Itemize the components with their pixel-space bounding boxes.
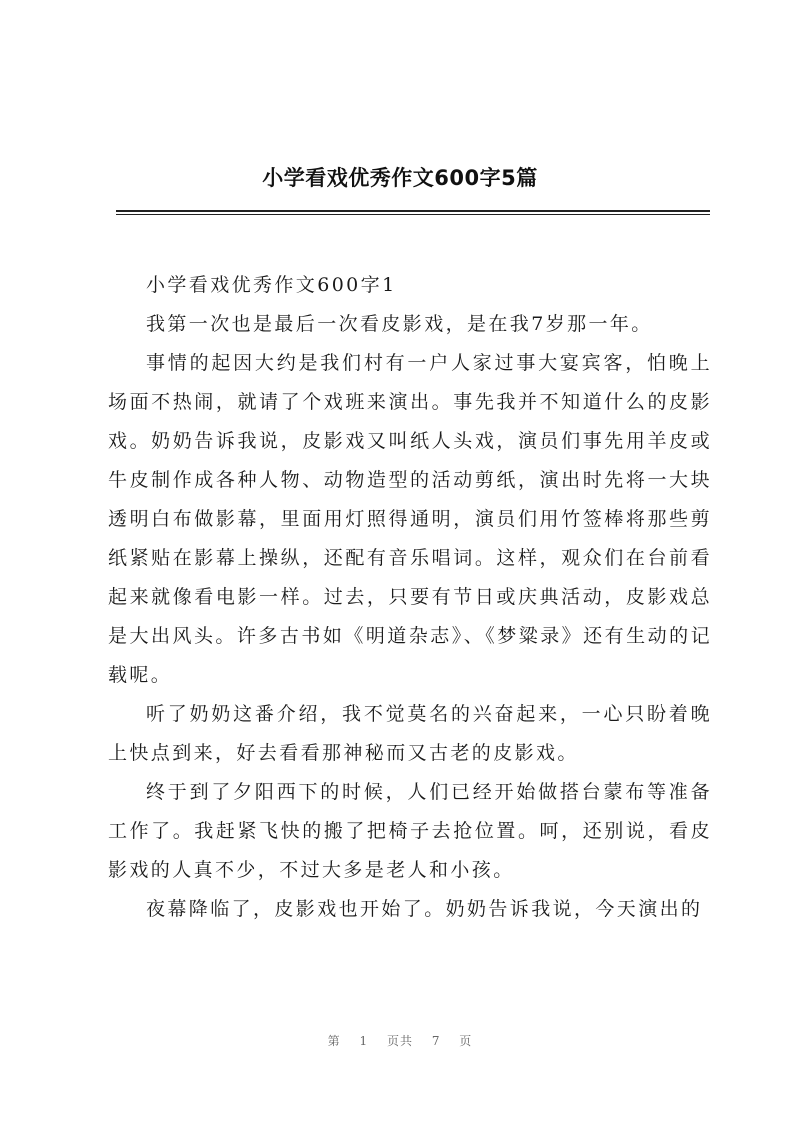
paragraph: 听了奶奶这番介绍，我不觉莫名的兴奋起来，一心只盼着晚上快点到来，好去看看那神秘而又古老的皮影戏。 [108, 703, 712, 764]
paragraph: 终于到了夕阳西下的时候，人们已经开始做搭台蒙布等准备工作了。我赶紧飞快的搬了把椅子去抢位置。呵，还别说，看皮影戏的人真不少，不过大多是老人和小孩。 [108, 781, 712, 881]
paragraph: 事情的起因大约是我们村有一户人家过事大宴宾客，怕晚上场面不热闹，就请了个戏班来演出。事先我并不知道什么的皮影戏。奶奶告诉我说，皮影戏又叫纸人头戏，演员们事先用羊皮或牛皮制作成各种人物、动物造型的活动剪纸，演出时先将一大块透明白布做影幕，里面用灯照得通明，演员们用竹签棒将那些剪纸紧贴在影幕上操纵，还配有音乐唱词。这样，观众们在台前看起来就像看电影一样。过去，只要有节日或庆典活动，皮影戏总是大出风头。许多古书如《明道杂志》、《梦粱录》还有生动的记载呢。 [108, 352, 712, 686]
section-heading: 小学看戏优秀作文600字1 [146, 274, 397, 296]
footer-total-pages: 7 [431, 1034, 441, 1048]
footer-prefix: 第 [327, 1034, 341, 1048]
document-title: 小学看戏优秀作文600字5篇 [262, 166, 538, 190]
title-rule-thick [116, 210, 710, 212]
paragraph: 我第一次也是最后一次看皮影戏，是在我7岁那一年。 [146, 313, 653, 335]
footer-page-number: 1 [359, 1034, 369, 1048]
title-rule-thin [116, 214, 710, 215]
footer-middle: 页共 [386, 1034, 413, 1048]
document-body [108, 266, 712, 929]
paragraph: 夜幕降临了，皮影戏也开始了。奶奶告诉我说，今天演出的 [146, 898, 703, 920]
page-footer [0, 1032, 800, 1049]
footer-suffix: 页 [459, 1034, 473, 1048]
